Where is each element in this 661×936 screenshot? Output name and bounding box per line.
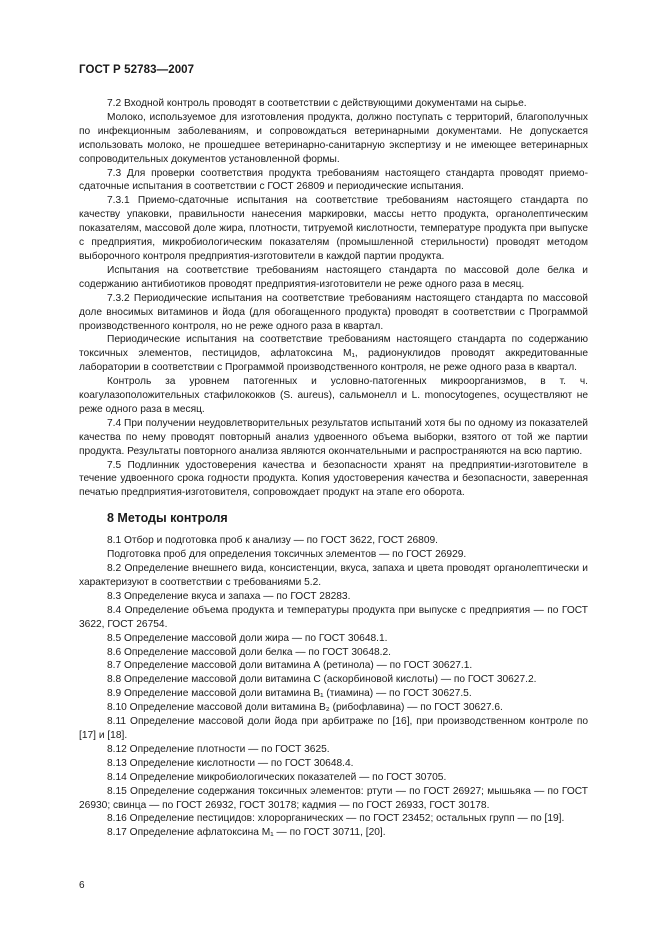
paragraph-8-3: 8.3 Определение вкуса и запаха — по ГОСТ 28283.	[107, 590, 351, 602]
section-title: 8 Методы контроля	[107, 511, 228, 526]
paragraph-8-5: 8.5 Определение массовой доли жира — по ГОСТ 30648.1.	[107, 632, 388, 644]
paragraph-7-3-2: 7.3.2 Периодические испытания на соответствие требованиям настоящего стандарта по массовой доле вносимых витаминов и йода (для обогащенного продукта) проводят в соответствии с Программой производственного контроля, но не реже одного раза в квартал.	[79, 292, 588, 332]
paragraph-toxic-prep: Подготовка проб для определения токсичных элементов — по ГОСТ 26929.	[107, 549, 467, 561]
paragraph-8-16: 8.16 Определение пестицидов: хлорорганических — по ГОСТ 23452; остальных групп — по [19].	[107, 813, 565, 825]
paragraph-8-8: 8.8 Определение массовой доли витамина С (аскорбиновой кислоты) — по ГОСТ 30627.2.	[107, 674, 537, 686]
paragraph-8-6: 8.6 Определение массовой доли белка — по ГОСТ 30648.2.	[107, 646, 392, 658]
paragraph-pathogen-control: Контроль за уровнем патогенных и условно-патогенных микроорганизмов, в т. ч. коагулазоположительных стафилококков (S. aureus), сальмонелл и L. monocytogenes, осуществляют не реже одного раза в месяц.	[79, 376, 588, 415]
paragraph-7-4: 7.4 При получении неудовлетворительных результатов испытаний хотя бы по одному из показателей качества по нему проводят повторный анализ удвоенного объема выборки, взятого от той же партии продукта. Результаты повторного анализа являются окончательными и распространяются на всю партию.	[79, 417, 588, 457]
paragraph-periodic-tests: Периодические испытания на соответствие требованиям настоящего стандарта по содержанию токсичных элементов, пестицидов, афлатоксина M₁, радионуклидов проводят аккредитованные лаборатории в соответствии с Программой производственного контроля, не реже одного раза в квартал.	[79, 334, 588, 374]
paragraph-8-14: 8.14 Определение микробиологических показателей — по ГОСТ 30705.	[107, 771, 447, 783]
paragraph-8-15: 8.15 Определение содержания токсичных элементов: ртути — по ГОСТ 26927; мышьяка — по ГОСТ 26930; свинца — по ГОСТ 26932, ГОСТ 30178; кадмия — по ГОСТ 26933, ГОСТ 30178.	[79, 785, 588, 811]
paragraph-7-3-1: 7.3.1 Приемо-сдаточные испытания на соответствие требованиям настоящего стандарта по качеству упаковки, правильности нанесения маркировки, массы нетто продукта, органолептическим показателям, массовой доле жира, плотности, титруемой кислотности, температуре продукта при выпуске с предприятия, микробиологическим показателям (промышленной стерильности) проводят методом выборочного контроля предприятия-изготовители в каждой партии продукта.	[79, 195, 588, 262]
paragraph-8-12: 8.12 Определение плотности — по ГОСТ 3625.	[107, 743, 330, 755]
paragraph-8-11: 8.11 Определение массовой доли йода при арбитраже по [16], при производственном контроле по [17] и [18].	[79, 716, 588, 741]
paragraph-7-2: 7.2 Входной контроль проводят в соответствии с действующими документами на сырье.	[107, 98, 527, 109]
paragraph-8-13: 8.13 Определение кислотности — по ГОСТ 30648.4.	[107, 757, 354, 769]
paragraph-8-2: 8.2 Определение внешнего вида, консистенции, вкуса, запаха и цвета проводят органолептически и характеризуют в соответствии с требованиями 5.2.	[79, 563, 588, 588]
paragraph-8-9: 8.9 Определение массовой доли витамина B₁ (тиамина) — по ГОСТ 30627.5.	[107, 688, 472, 700]
paragraph-7-5: 7.5 Подлинник удостоверения качества и безопасности хранят на предприятии-изготовителе в течение удвоенного срока годности продукта. Копия удостоверения качества и безопасности, заверенная печатью предприятия-изготовителя, сопровождает продукт на этапе его оборота.	[79, 459, 588, 499]
page-number: 6	[79, 880, 85, 891]
paragraph-protein-tests: Испытания на соответствие требованиям настоящего стандарта по массовой доле белка и содержанию антибиотиков проводят предприятия-изготовители не реже одного раза в месяц.	[79, 264, 588, 290]
paragraph-8-4: 8.4 Определение объема продукта и температуры продукта при выпуске с предприятия — по ГОСТ 3622, ГОСТ 26754.	[79, 604, 588, 630]
document-header: ГОСТ Р 52783—2007	[79, 64, 195, 76]
paragraph-7-3: 7.3 Для проверки соответствия продукта требованиям настоящего стандарта проводят приемо-сдаточные испытания в соответствии с ГОСТ 26809 и периодические испытания.	[79, 167, 588, 193]
paragraph-milk: Молоко, используемое для изготовления продукта, должно поступать с территорий, благополучных по инфекционным заболеваниям, и сопровождаться ветеринарными документами. Не допускается использовать молоко, не прошедшее ветеринарно-санитарную экспертизу и не имеющее ветеринарных сопроводительных документов установленной формы.	[79, 111, 588, 165]
paragraph-8-7: 8.7 Определение массовой доли витамина А (ретинола) — по ГОСТ 30627.1.	[107, 660, 473, 672]
paragraph-8-1: 8.1 Отбор и подготовка проб к анализу — по ГОСТ 3622, ГОСТ 26809.	[107, 535, 439, 547]
document-body	[79, 97, 588, 840]
paragraph-8-17: 8.17 Определение афлатоксина M₁ — по ГОСТ 30711, [20].	[107, 827, 386, 839]
paragraph-8-10: 8.10 Определение массовой доли витамина B₂ (рибофлавина) — по ГОСТ 30627.6.	[107, 702, 503, 714]
